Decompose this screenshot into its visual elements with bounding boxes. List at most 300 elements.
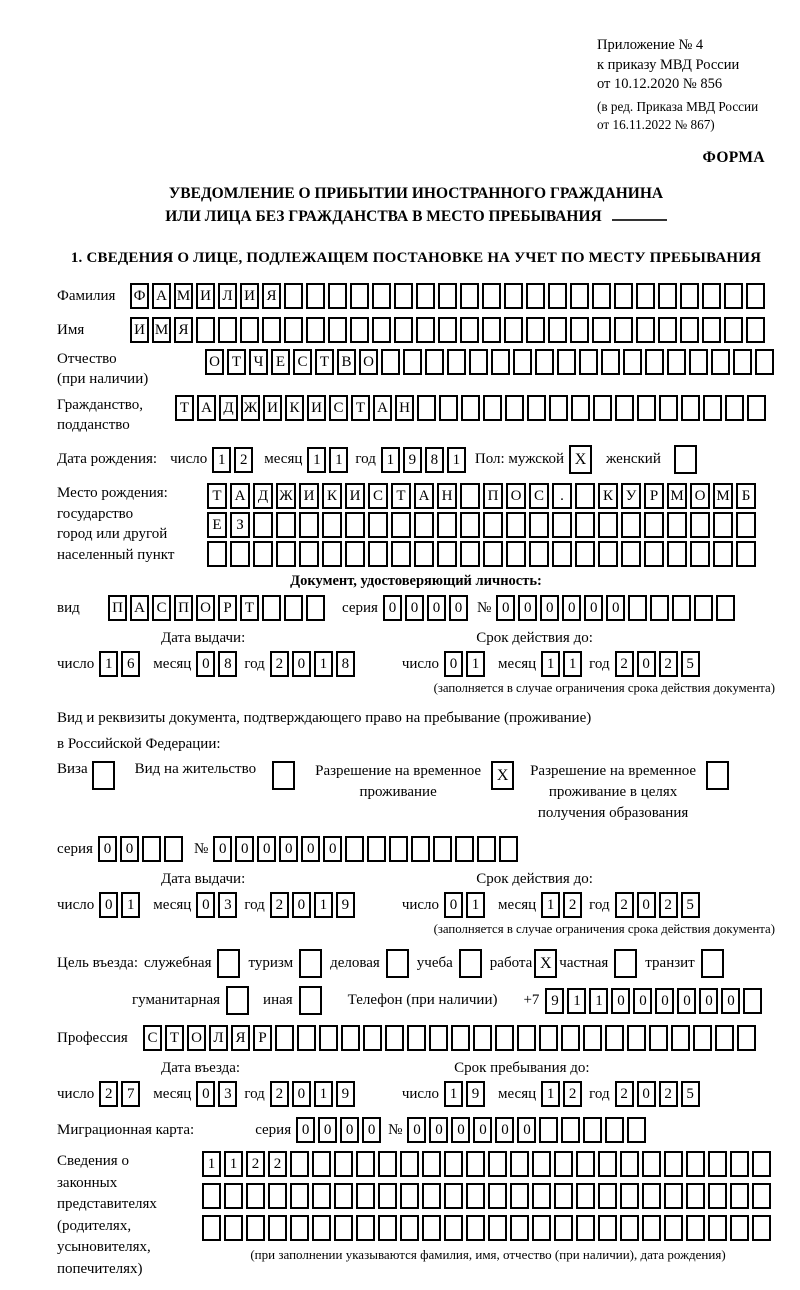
char-cell[interactable] <box>319 1025 338 1051</box>
char-cell[interactable] <box>312 1151 331 1177</box>
temp-residence-checkbox[interactable]: X <box>491 761 514 790</box>
char-cell[interactable] <box>350 317 369 343</box>
char-cell[interactable] <box>372 317 391 343</box>
char-cell[interactable]: Я <box>231 1025 250 1051</box>
char-cell[interactable]: 2 <box>659 892 678 918</box>
male-checkbox[interactable]: X <box>569 445 592 474</box>
char-cell[interactable]: 2 <box>234 447 253 473</box>
char-cell[interactable]: П <box>174 595 193 621</box>
char-cell[interactable] <box>689 349 708 375</box>
char-cell[interactable] <box>642 1183 661 1209</box>
char-cell[interactable]: 2 <box>246 1151 265 1177</box>
char-cell[interactable]: В <box>337 349 356 375</box>
char-cell[interactable] <box>736 541 756 567</box>
char-cell[interactable]: Е <box>271 349 290 375</box>
char-cell[interactable] <box>737 1025 756 1051</box>
char-cell[interactable] <box>724 283 743 309</box>
char-cell[interactable] <box>422 1215 441 1241</box>
char-cell[interactable] <box>477 836 496 862</box>
char-cell[interactable] <box>466 1215 485 1241</box>
char-cell[interactable] <box>627 1117 646 1143</box>
char-cell[interactable] <box>730 1151 749 1177</box>
char-cell[interactable]: 0 <box>383 595 402 621</box>
char-cell[interactable] <box>614 283 633 309</box>
char-cell[interactable] <box>513 349 532 375</box>
char-cell[interactable] <box>378 1151 397 1177</box>
char-cell[interactable]: 9 <box>336 1081 355 1107</box>
char-cell[interactable] <box>575 483 595 509</box>
char-cell[interactable] <box>658 283 677 309</box>
char-cell[interactable] <box>416 317 435 343</box>
char-cell[interactable]: Б <box>736 483 756 509</box>
char-cell[interactable]: 2 <box>615 651 634 677</box>
char-cell[interactable] <box>483 395 502 421</box>
char-cell[interactable]: К <box>598 483 618 509</box>
char-cell[interactable]: 2 <box>563 892 582 918</box>
char-cell[interactable] <box>297 1025 316 1051</box>
char-cell[interactable] <box>437 541 457 567</box>
char-cell[interactable]: 0 <box>721 988 740 1014</box>
char-cell[interactable] <box>620 1183 639 1209</box>
char-cell[interactable]: 0 <box>637 651 656 677</box>
char-cell[interactable]: И <box>345 483 365 509</box>
char-cell[interactable] <box>483 541 503 567</box>
char-cell[interactable] <box>400 1183 419 1209</box>
char-cell[interactable]: 2 <box>615 1081 634 1107</box>
char-cell[interactable] <box>605 1117 624 1143</box>
char-cell[interactable] <box>356 1151 375 1177</box>
char-cell[interactable]: Я <box>262 283 281 309</box>
char-cell[interactable]: 0 <box>540 595 559 621</box>
char-cell[interactable] <box>592 283 611 309</box>
char-cell[interactable] <box>400 1151 419 1177</box>
char-cell[interactable] <box>411 836 430 862</box>
char-cell[interactable]: 1 <box>224 1151 243 1177</box>
char-cell[interactable]: М <box>667 483 687 509</box>
char-cell[interactable]: 0 <box>99 892 118 918</box>
char-cell[interactable] <box>367 836 386 862</box>
char-cell[interactable] <box>583 1025 602 1051</box>
char-cell[interactable] <box>711 349 730 375</box>
char-cell[interactable]: 2 <box>563 1081 582 1107</box>
char-cell[interactable] <box>284 595 303 621</box>
char-cell[interactable]: 0 <box>496 595 515 621</box>
char-cell[interactable] <box>268 1183 287 1209</box>
char-cell[interactable] <box>658 317 677 343</box>
char-cell[interactable]: Я <box>174 317 193 343</box>
char-cell[interactable]: О <box>196 595 215 621</box>
char-cell[interactable]: 0 <box>292 1081 311 1107</box>
char-cell[interactable]: 2 <box>99 1081 118 1107</box>
char-cell[interactable] <box>451 1025 470 1051</box>
char-cell[interactable] <box>636 283 655 309</box>
char-cell[interactable]: А <box>152 283 171 309</box>
char-cell[interactable]: 0 <box>301 836 320 862</box>
char-cell[interactable] <box>554 1215 573 1241</box>
char-cell[interactable] <box>570 283 589 309</box>
char-cell[interactable] <box>686 1215 705 1241</box>
char-cell[interactable] <box>290 1183 309 1209</box>
char-cell[interactable]: К <box>322 483 342 509</box>
char-cell[interactable]: М <box>713 483 733 509</box>
char-cell[interactable] <box>575 512 595 538</box>
char-cell[interactable] <box>715 1025 734 1051</box>
char-cell[interactable]: Д <box>253 483 273 509</box>
char-cell[interactable] <box>526 317 545 343</box>
char-cell[interactable]: 1 <box>212 447 231 473</box>
char-cell[interactable]: 1 <box>314 892 333 918</box>
char-cell[interactable]: Ж <box>241 395 260 421</box>
char-cell[interactable]: 0 <box>451 1117 470 1143</box>
char-cell[interactable] <box>378 1183 397 1209</box>
char-cell[interactable]: И <box>299 483 319 509</box>
char-cell[interactable]: 0 <box>699 988 718 1014</box>
char-cell[interactable] <box>306 283 325 309</box>
char-cell[interactable] <box>460 541 480 567</box>
char-cell[interactable] <box>482 317 501 343</box>
char-cell[interactable]: 1 <box>381 447 400 473</box>
char-cell[interactable] <box>598 512 618 538</box>
purpose-study-checkbox[interactable] <box>459 949 482 978</box>
char-cell[interactable] <box>290 1151 309 1177</box>
char-cell[interactable]: 7 <box>121 1081 140 1107</box>
char-cell[interactable]: И <box>307 395 326 421</box>
char-cell[interactable]: 2 <box>268 1151 287 1177</box>
char-cell[interactable] <box>664 1215 683 1241</box>
char-cell[interactable] <box>620 1151 639 1177</box>
char-cell[interactable] <box>345 836 364 862</box>
char-cell[interactable] <box>642 1215 661 1241</box>
char-cell[interactable] <box>561 1025 580 1051</box>
char-cell[interactable] <box>592 317 611 343</box>
char-cell[interactable] <box>391 512 411 538</box>
char-cell[interactable] <box>290 1215 309 1241</box>
char-cell[interactable] <box>306 317 325 343</box>
char-cell[interactable] <box>276 512 296 538</box>
char-cell[interactable]: 0 <box>120 836 139 862</box>
char-cell[interactable]: 2 <box>270 651 289 677</box>
char-cell[interactable] <box>659 395 678 421</box>
char-cell[interactable] <box>510 1151 529 1177</box>
char-cell[interactable] <box>391 541 411 567</box>
char-cell[interactable]: 0 <box>340 1117 359 1143</box>
char-cell[interactable] <box>664 1183 683 1209</box>
char-cell[interactable]: 0 <box>257 836 276 862</box>
char-cell[interactable] <box>746 283 765 309</box>
char-cell[interactable]: С <box>143 1025 162 1051</box>
char-cell[interactable] <box>422 1183 441 1209</box>
char-cell[interactable]: 2 <box>659 651 678 677</box>
char-cell[interactable]: . <box>552 483 572 509</box>
char-cell[interactable] <box>447 349 466 375</box>
char-cell[interactable]: 0 <box>292 892 311 918</box>
char-cell[interactable]: 0 <box>633 988 652 1014</box>
char-cell[interactable] <box>598 1151 617 1177</box>
char-cell[interactable] <box>743 988 762 1014</box>
char-cell[interactable] <box>667 541 687 567</box>
char-cell[interactable]: 0 <box>405 595 424 621</box>
char-cell[interactable] <box>488 1183 507 1209</box>
char-cell[interactable] <box>730 1215 749 1241</box>
char-cell[interactable] <box>690 512 710 538</box>
char-cell[interactable] <box>680 283 699 309</box>
char-cell[interactable] <box>488 1215 507 1241</box>
char-cell[interactable] <box>437 512 457 538</box>
char-cell[interactable] <box>439 395 458 421</box>
char-cell[interactable]: 0 <box>584 595 603 621</box>
char-cell[interactable] <box>240 317 259 343</box>
char-cell[interactable] <box>275 1025 294 1051</box>
char-cell[interactable] <box>433 836 452 862</box>
char-cell[interactable] <box>708 1215 727 1241</box>
char-cell[interactable] <box>417 395 436 421</box>
char-cell[interactable] <box>356 1183 375 1209</box>
char-cell[interactable]: 3 <box>218 1081 237 1107</box>
char-cell[interactable] <box>253 512 273 538</box>
char-cell[interactable] <box>142 836 161 862</box>
temp-residence-education-checkbox[interactable] <box>706 761 729 790</box>
char-cell[interactable]: 1 <box>99 651 118 677</box>
char-cell[interactable] <box>381 349 400 375</box>
char-cell[interactable]: П <box>483 483 503 509</box>
char-cell[interactable] <box>752 1151 771 1177</box>
char-cell[interactable]: 0 <box>362 1117 381 1143</box>
char-cell[interactable]: 8 <box>218 651 237 677</box>
char-cell[interactable] <box>548 283 567 309</box>
char-cell[interactable] <box>746 317 765 343</box>
char-cell[interactable]: Т <box>175 395 194 421</box>
char-cell[interactable] <box>504 283 523 309</box>
char-cell[interactable]: А <box>197 395 216 421</box>
char-cell[interactable] <box>455 836 474 862</box>
char-cell[interactable] <box>532 1215 551 1241</box>
char-cell[interactable]: Т <box>165 1025 184 1051</box>
purpose-official-checkbox[interactable] <box>217 949 240 978</box>
char-cell[interactable]: 1 <box>541 651 560 677</box>
char-cell[interactable] <box>438 317 457 343</box>
char-cell[interactable]: У <box>621 483 641 509</box>
char-cell[interactable] <box>466 1151 485 1177</box>
char-cell[interactable]: 0 <box>213 836 232 862</box>
char-cell[interactable]: Е <box>207 512 227 538</box>
char-cell[interactable] <box>552 512 572 538</box>
char-cell[interactable]: 0 <box>518 595 537 621</box>
char-cell[interactable]: 0 <box>444 651 463 677</box>
char-cell[interactable] <box>488 1151 507 1177</box>
char-cell[interactable]: Т <box>227 349 246 375</box>
char-cell[interactable]: 0 <box>427 595 446 621</box>
char-cell[interactable] <box>598 541 618 567</box>
char-cell[interactable]: 1 <box>563 651 582 677</box>
char-cell[interactable]: Р <box>644 483 664 509</box>
char-cell[interactable] <box>628 595 647 621</box>
char-cell[interactable] <box>466 1183 485 1209</box>
char-cell[interactable] <box>539 1025 558 1051</box>
char-cell[interactable]: С <box>368 483 388 509</box>
char-cell[interactable] <box>649 1025 668 1051</box>
residence-permit-checkbox[interactable] <box>272 761 295 790</box>
char-cell[interactable]: О <box>187 1025 206 1051</box>
char-cell[interactable] <box>299 541 319 567</box>
char-cell[interactable] <box>571 395 590 421</box>
char-cell[interactable] <box>557 349 576 375</box>
char-cell[interactable]: 0 <box>637 1081 656 1107</box>
char-cell[interactable]: 2 <box>270 1081 289 1107</box>
char-cell[interactable]: 1 <box>541 892 560 918</box>
char-cell[interactable] <box>482 283 501 309</box>
char-cell[interactable] <box>570 317 589 343</box>
char-cell[interactable] <box>246 1183 265 1209</box>
char-cell[interactable]: О <box>690 483 710 509</box>
char-cell[interactable] <box>747 395 766 421</box>
char-cell[interactable] <box>414 512 434 538</box>
char-cell[interactable]: И <box>263 395 282 421</box>
char-cell[interactable] <box>276 541 296 567</box>
char-cell[interactable]: 0 <box>606 595 625 621</box>
char-cell[interactable] <box>615 395 634 421</box>
char-cell[interactable] <box>416 283 435 309</box>
char-cell[interactable] <box>645 349 664 375</box>
char-cell[interactable] <box>548 317 567 343</box>
char-cell[interactable] <box>549 395 568 421</box>
char-cell[interactable] <box>703 395 722 421</box>
char-cell[interactable] <box>671 1025 690 1051</box>
char-cell[interactable]: 9 <box>336 892 355 918</box>
char-cell[interactable] <box>334 1151 353 1177</box>
char-cell[interactable] <box>460 483 480 509</box>
char-cell[interactable] <box>627 1025 646 1051</box>
char-cell[interactable] <box>322 512 342 538</box>
char-cell[interactable]: 5 <box>681 651 700 677</box>
char-cell[interactable]: 5 <box>681 1081 700 1107</box>
char-cell[interactable]: 0 <box>637 892 656 918</box>
char-cell[interactable] <box>284 317 303 343</box>
char-cell[interactable] <box>644 541 664 567</box>
char-cell[interactable] <box>554 1183 573 1209</box>
purpose-other-checkbox[interactable] <box>299 986 322 1015</box>
char-cell[interactable] <box>713 512 733 538</box>
char-cell[interactable] <box>529 541 549 567</box>
char-cell[interactable]: 6 <box>121 651 140 677</box>
char-cell[interactable] <box>636 317 655 343</box>
char-cell[interactable]: Ч <box>249 349 268 375</box>
char-cell[interactable] <box>681 395 700 421</box>
char-cell[interactable]: Ф <box>130 283 149 309</box>
char-cell[interactable]: 3 <box>218 892 237 918</box>
char-cell[interactable] <box>637 395 656 421</box>
char-cell[interactable] <box>438 283 457 309</box>
char-cell[interactable] <box>312 1215 331 1241</box>
char-cell[interactable]: 2 <box>615 892 634 918</box>
char-cell[interactable]: 1 <box>447 447 466 473</box>
char-cell[interactable] <box>532 1183 551 1209</box>
char-cell[interactable] <box>414 541 434 567</box>
purpose-humanitarian-checkbox[interactable] <box>226 986 249 1015</box>
char-cell[interactable] <box>752 1215 771 1241</box>
char-cell[interactable]: А <box>414 483 434 509</box>
char-cell[interactable] <box>702 317 721 343</box>
char-cell[interactable]: И <box>130 317 149 343</box>
char-cell[interactable]: 0 <box>611 988 630 1014</box>
char-cell[interactable] <box>407 1025 426 1051</box>
char-cell[interactable] <box>253 541 273 567</box>
char-cell[interactable] <box>473 1025 492 1051</box>
char-cell[interactable] <box>601 349 620 375</box>
char-cell[interactable]: 0 <box>429 1117 448 1143</box>
char-cell[interactable]: 0 <box>562 595 581 621</box>
char-cell[interactable] <box>460 512 480 538</box>
char-cell[interactable] <box>504 317 523 343</box>
char-cell[interactable] <box>724 317 743 343</box>
char-cell[interactable]: 0 <box>235 836 254 862</box>
char-cell[interactable] <box>690 541 710 567</box>
char-cell[interactable] <box>400 1215 419 1241</box>
char-cell[interactable]: 2 <box>270 892 289 918</box>
char-cell[interactable] <box>224 1183 243 1209</box>
char-cell[interactable] <box>499 836 518 862</box>
char-cell[interactable] <box>164 836 183 862</box>
char-cell[interactable] <box>517 1025 536 1051</box>
char-cell[interactable] <box>755 349 774 375</box>
purpose-business-checkbox[interactable] <box>386 949 409 978</box>
char-cell[interactable]: 9 <box>403 447 422 473</box>
char-cell[interactable] <box>368 512 388 538</box>
char-cell[interactable]: Л <box>209 1025 228 1051</box>
char-cell[interactable] <box>460 283 479 309</box>
char-cell[interactable]: Т <box>351 395 370 421</box>
char-cell[interactable]: Н <box>437 483 457 509</box>
char-cell[interactable] <box>341 1025 360 1051</box>
char-cell[interactable]: 1 <box>466 892 485 918</box>
char-cell[interactable] <box>368 541 388 567</box>
char-cell[interactable] <box>444 1183 463 1209</box>
char-cell[interactable]: 1 <box>589 988 608 1014</box>
female-checkbox[interactable] <box>674 445 697 474</box>
char-cell[interactable]: 1 <box>567 988 586 1014</box>
char-cell[interactable] <box>469 349 488 375</box>
char-cell[interactable]: А <box>130 595 149 621</box>
char-cell[interactable] <box>334 1215 353 1241</box>
char-cell[interactable] <box>620 1215 639 1241</box>
char-cell[interactable]: 0 <box>407 1117 426 1143</box>
purpose-private-checkbox[interactable] <box>614 949 637 978</box>
visa-checkbox[interactable] <box>92 761 115 790</box>
char-cell[interactable] <box>664 1151 683 1177</box>
char-cell[interactable]: А <box>230 483 250 509</box>
char-cell[interactable] <box>576 1215 595 1241</box>
char-cell[interactable]: Р <box>218 595 237 621</box>
char-cell[interactable] <box>667 349 686 375</box>
char-cell[interactable]: 0 <box>292 651 311 677</box>
char-cell[interactable] <box>752 1183 771 1209</box>
char-cell[interactable] <box>672 595 691 621</box>
char-cell[interactable]: 1 <box>444 1081 463 1107</box>
char-cell[interactable] <box>708 1151 727 1177</box>
char-cell[interactable] <box>394 283 413 309</box>
char-cell[interactable] <box>389 836 408 862</box>
char-cell[interactable] <box>579 349 598 375</box>
char-cell[interactable]: Т <box>315 349 334 375</box>
char-cell[interactable] <box>527 395 546 421</box>
char-cell[interactable]: М <box>174 283 193 309</box>
char-cell[interactable] <box>623 349 642 375</box>
char-cell[interactable] <box>598 1215 617 1241</box>
char-cell[interactable]: 1 <box>541 1081 560 1107</box>
char-cell[interactable]: О <box>205 349 224 375</box>
char-cell[interactable]: 9 <box>545 988 564 1014</box>
char-cell[interactable]: 0 <box>98 836 117 862</box>
char-cell[interactable]: 0 <box>318 1117 337 1143</box>
